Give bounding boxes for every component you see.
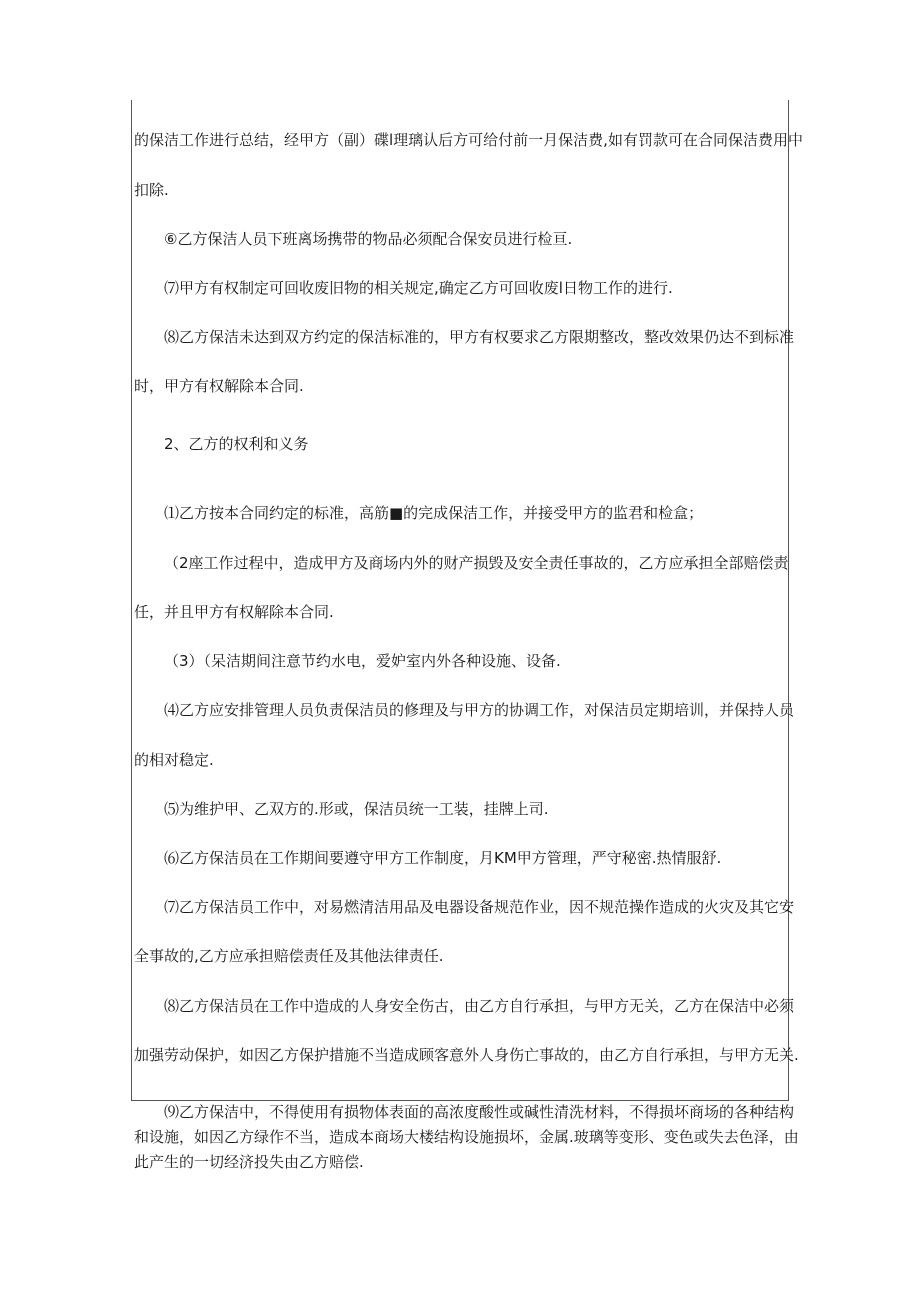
table-line-19: 加强劳动保护，如因乙方保护措施不当造成顾客意外人身伤亡事故的，由乙方自行承担，与甲方无关. — [134, 1046, 799, 1064]
table-line-18: ⑻乙方保洁员在工作中造成的人身安全伤古，由乙方自行承担，与甲方无关，乙方在保洁中必须 — [164, 997, 795, 1015]
table-line-10: 任，并且甲方有权解除本合同. — [134, 603, 334, 621]
table-line-11: （3）（呆洁期间注意节约水电，爱妒室内外各种设施、设备. — [164, 652, 561, 670]
table-line-3: ⑥乙方保洁人员下班离场携带的物品必须配合保安员进行检亘. — [164, 230, 573, 248]
table-line-14: ⑸为维护甲、乙双方的.形或，保洁员统一工装，挂牌上司. — [164, 800, 549, 818]
table-line-4: ⑺甲方有权制定可回收废旧物的相关规定,确定乙方可回收废l日物工作的进行. — [164, 279, 673, 297]
table-line-6: 时，甲方有权解除本合同. — [134, 377, 304, 395]
paragraph-line-1: ⑼乙方保洁中，不得使用有损物体表面的高浓度酸性或碱性清洗材料，不得损坏商场的各种结构 — [164, 1103, 795, 1121]
table-line-9: （2座工作过程中，造成甲方及商场内外的财产损毁及安全责任事故的，乙方应承担全部赔偿责 — [164, 554, 789, 572]
table-line-13: 的相对稳定. — [134, 751, 214, 769]
paragraph-line-2: 和设施，如因乙方绿作不当，造成本商场大楼结构设施损坏，金属.玻璃等变形、变色或失去色泽，由 — [134, 1128, 799, 1146]
table-line-12: ⑷乙方应安排管理人员负责保洁员的修理及与甲方的协调工作，对保洁员定期培训，并保持人员 — [164, 701, 795, 719]
table-line-17: 全事故的,乙方应承担赔偿责任及其他法律责任. — [134, 947, 444, 965]
table-line-8: ⑴乙方按本合同约定的标准，高筋■的完成保洁工作，并接受甲方的监君和检盒； — [164, 504, 704, 522]
section-heading: 2、乙方的权利和义务 — [164, 435, 309, 453]
table-line-5: ⑻乙方保洁未达到双方约定的保洁标准的，甲方有权要求乙方限期整改，整改效果仍达不到标准 — [164, 328, 795, 346]
table-line-16: ⑺乙方保洁员工作中，对易燃清洁用品及电器设备规范作业，因不规范操作造成的火灾及其它安 — [164, 898, 795, 916]
paragraph-line-3: 此产生的一切经济投失由乙方赔偿. — [134, 1153, 364, 1171]
table-line-15: ⑹乙方保洁员在工作期间要遵守甲方工作制度，月KM甲方管理，严守秘密.热情服舒. — [164, 849, 722, 867]
table-line-2: 扣除. — [134, 181, 169, 199]
table-line-1: 的保洁工作进行总结，经甲方（副）碟l理璃认后方可给付前一月保洁费,如有罚款可在合同保洁费用中 — [134, 131, 803, 149]
